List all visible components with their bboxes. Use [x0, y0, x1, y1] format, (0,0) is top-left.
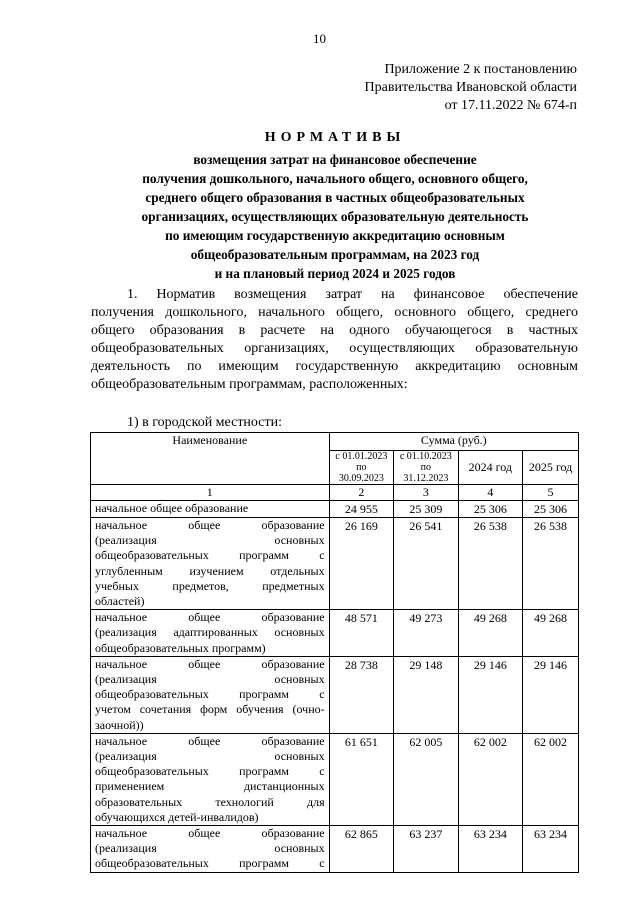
row-name-line: (реализация адаптированных основных [95, 625, 325, 640]
row-value: 25 306 [458, 501, 522, 518]
row-value: 29 146 [458, 656, 522, 733]
row-name-line: начальное общее образование [95, 656, 325, 671]
header-period: с 01.10.2023 по 31.12.2023 [394, 451, 458, 485]
row-name-line: начальное общее образование [95, 610, 325, 625]
header-period: с 01.01.2023 по 30.09.2023 [329, 451, 393, 485]
row-name [91, 518, 330, 610]
row-value: 63 234 [523, 826, 579, 873]
table-row [91, 826, 579, 873]
title-heading: НОРМАТИВЫ [264, 130, 406, 145]
row-name-line: углубленным изучением отдельных [95, 563, 325, 578]
column-number: 5 [523, 485, 579, 501]
row-value: 26 538 [458, 518, 522, 610]
row-name-line: (реализация основных [95, 533, 325, 548]
row-name-line: заочной)) [95, 717, 144, 732]
column-number: 4 [458, 485, 522, 501]
appendix-line: Приложение 2 к постановлению [384, 62, 577, 77]
table-body [91, 501, 579, 873]
row-name-line: (реализация основных [95, 749, 325, 764]
row-value: 49 273 [394, 610, 458, 657]
paragraph-line: получения дошкольного, начального общего, основного общего, среднего [91, 305, 578, 320]
column-number: 1 [91, 485, 330, 501]
row-name-line: образовательных технологий для [95, 794, 325, 809]
row-value: 49 268 [523, 610, 579, 657]
title-line: получения дошкольного, начального общего, основного общего, [142, 171, 528, 186]
row-name-line: начальное общее образование [95, 733, 325, 748]
row-name-line: общеобразовательных программ с [95, 687, 325, 702]
column-number: 3 [394, 485, 458, 501]
title-line: и на плановый период 2024 и 2025 годов [214, 266, 456, 281]
row-value: 26 538 [523, 518, 579, 610]
table-row [91, 518, 579, 610]
row-value: 26 541 [394, 518, 458, 610]
appendix-line: Правительства Ивановской области [364, 80, 577, 95]
row-name-line: начальное общее образование [95, 501, 249, 515]
paragraph-line: общего образования в расчете на одного обучающегося в частных [91, 323, 578, 338]
row-name-line: учетом сочетания форм обучения (очно- [95, 702, 325, 717]
row-name-line: общеобразовательных программ) [95, 640, 266, 655]
paragraph-line: 1. Норматив возмещения затрат на финансовое обеспечение [127, 287, 578, 302]
row-name [91, 656, 330, 733]
row-name [91, 733, 330, 825]
title-line: возмещения затрат на финансовое обеспечение [193, 152, 477, 167]
title-line: общеобразовательным программам, на 2023 год [190, 247, 480, 262]
row-name-line: областей) [95, 594, 145, 609]
appendix-note [365, 61, 577, 115]
row-value: 29 146 [523, 656, 579, 733]
row-value: 62 005 [394, 733, 458, 825]
table-row [91, 733, 579, 825]
row-value: 29 148 [394, 656, 458, 733]
row-value: 49 268 [458, 610, 522, 657]
title-line: по имеющим государственную аккредитацию основным [165, 228, 505, 243]
row-value: 63 237 [394, 826, 458, 873]
header-name: Наименование [91, 433, 330, 485]
title-line: среднего общего образования в частных общеобразовательных [145, 190, 525, 205]
row-name-line: учебных предметов, предметных [95, 578, 325, 593]
row-name-line: (реализация основных [95, 841, 325, 856]
row-name-line: общеобразовательных программ с [95, 856, 325, 871]
row-name-line: общеобразовательных программ с [95, 548, 325, 563]
row-name-line: применением дистанционных [95, 779, 325, 794]
table-row [91, 610, 579, 657]
paragraph-line: деятельность по имеющим государственную аккредитацию основным [91, 359, 578, 374]
header-sum: Сумма (руб.) [329, 433, 578, 451]
header-period: 2024 год [458, 451, 522, 485]
row-value: 61 651 [329, 733, 393, 825]
row-value: 25 309 [394, 501, 458, 518]
row-value: 24 955 [329, 501, 393, 518]
row-name-line: обучающихся детей-инвалидов) [95, 809, 259, 824]
row-value: 62 002 [458, 733, 522, 825]
column-number: 2 [329, 485, 393, 501]
location-subheading: 1) в городской местности: [127, 415, 282, 430]
table-row [91, 501, 579, 518]
row-value: 48 571 [329, 610, 393, 657]
document-title [90, 128, 580, 283]
row-value: 62 002 [523, 733, 579, 825]
row-value: 25 306 [523, 501, 579, 518]
paragraph-line: общеобразовательных организациях, осуществляющих образовательную [91, 341, 578, 356]
row-name-line: начальное общее образование [95, 518, 325, 532]
title-line: организациях, осуществляющих образовательную деятельность [141, 209, 529, 224]
row-name-line: (реализация основных [95, 672, 325, 687]
page-number: 10 [313, 31, 326, 46]
row-value: 63 234 [458, 826, 522, 873]
appendix-line: от 17.11.2022 № 674-п [444, 98, 577, 113]
header-period: 2025 год [523, 451, 579, 485]
row-name [91, 501, 330, 518]
table-row [91, 656, 579, 733]
row-value: 26 169 [329, 518, 393, 610]
norms-table [90, 432, 579, 873]
row-name [91, 610, 330, 657]
row-value: 62 865 [329, 826, 393, 873]
row-value: 28 738 [329, 656, 393, 733]
row-name [91, 826, 330, 873]
paragraph-line: общеобразовательным программам, расположенных: [91, 377, 408, 392]
row-name-line: начальное общее образование [95, 826, 325, 841]
body-paragraph [91, 286, 578, 394]
row-name-line: общеобразовательных программ с [95, 764, 325, 779]
